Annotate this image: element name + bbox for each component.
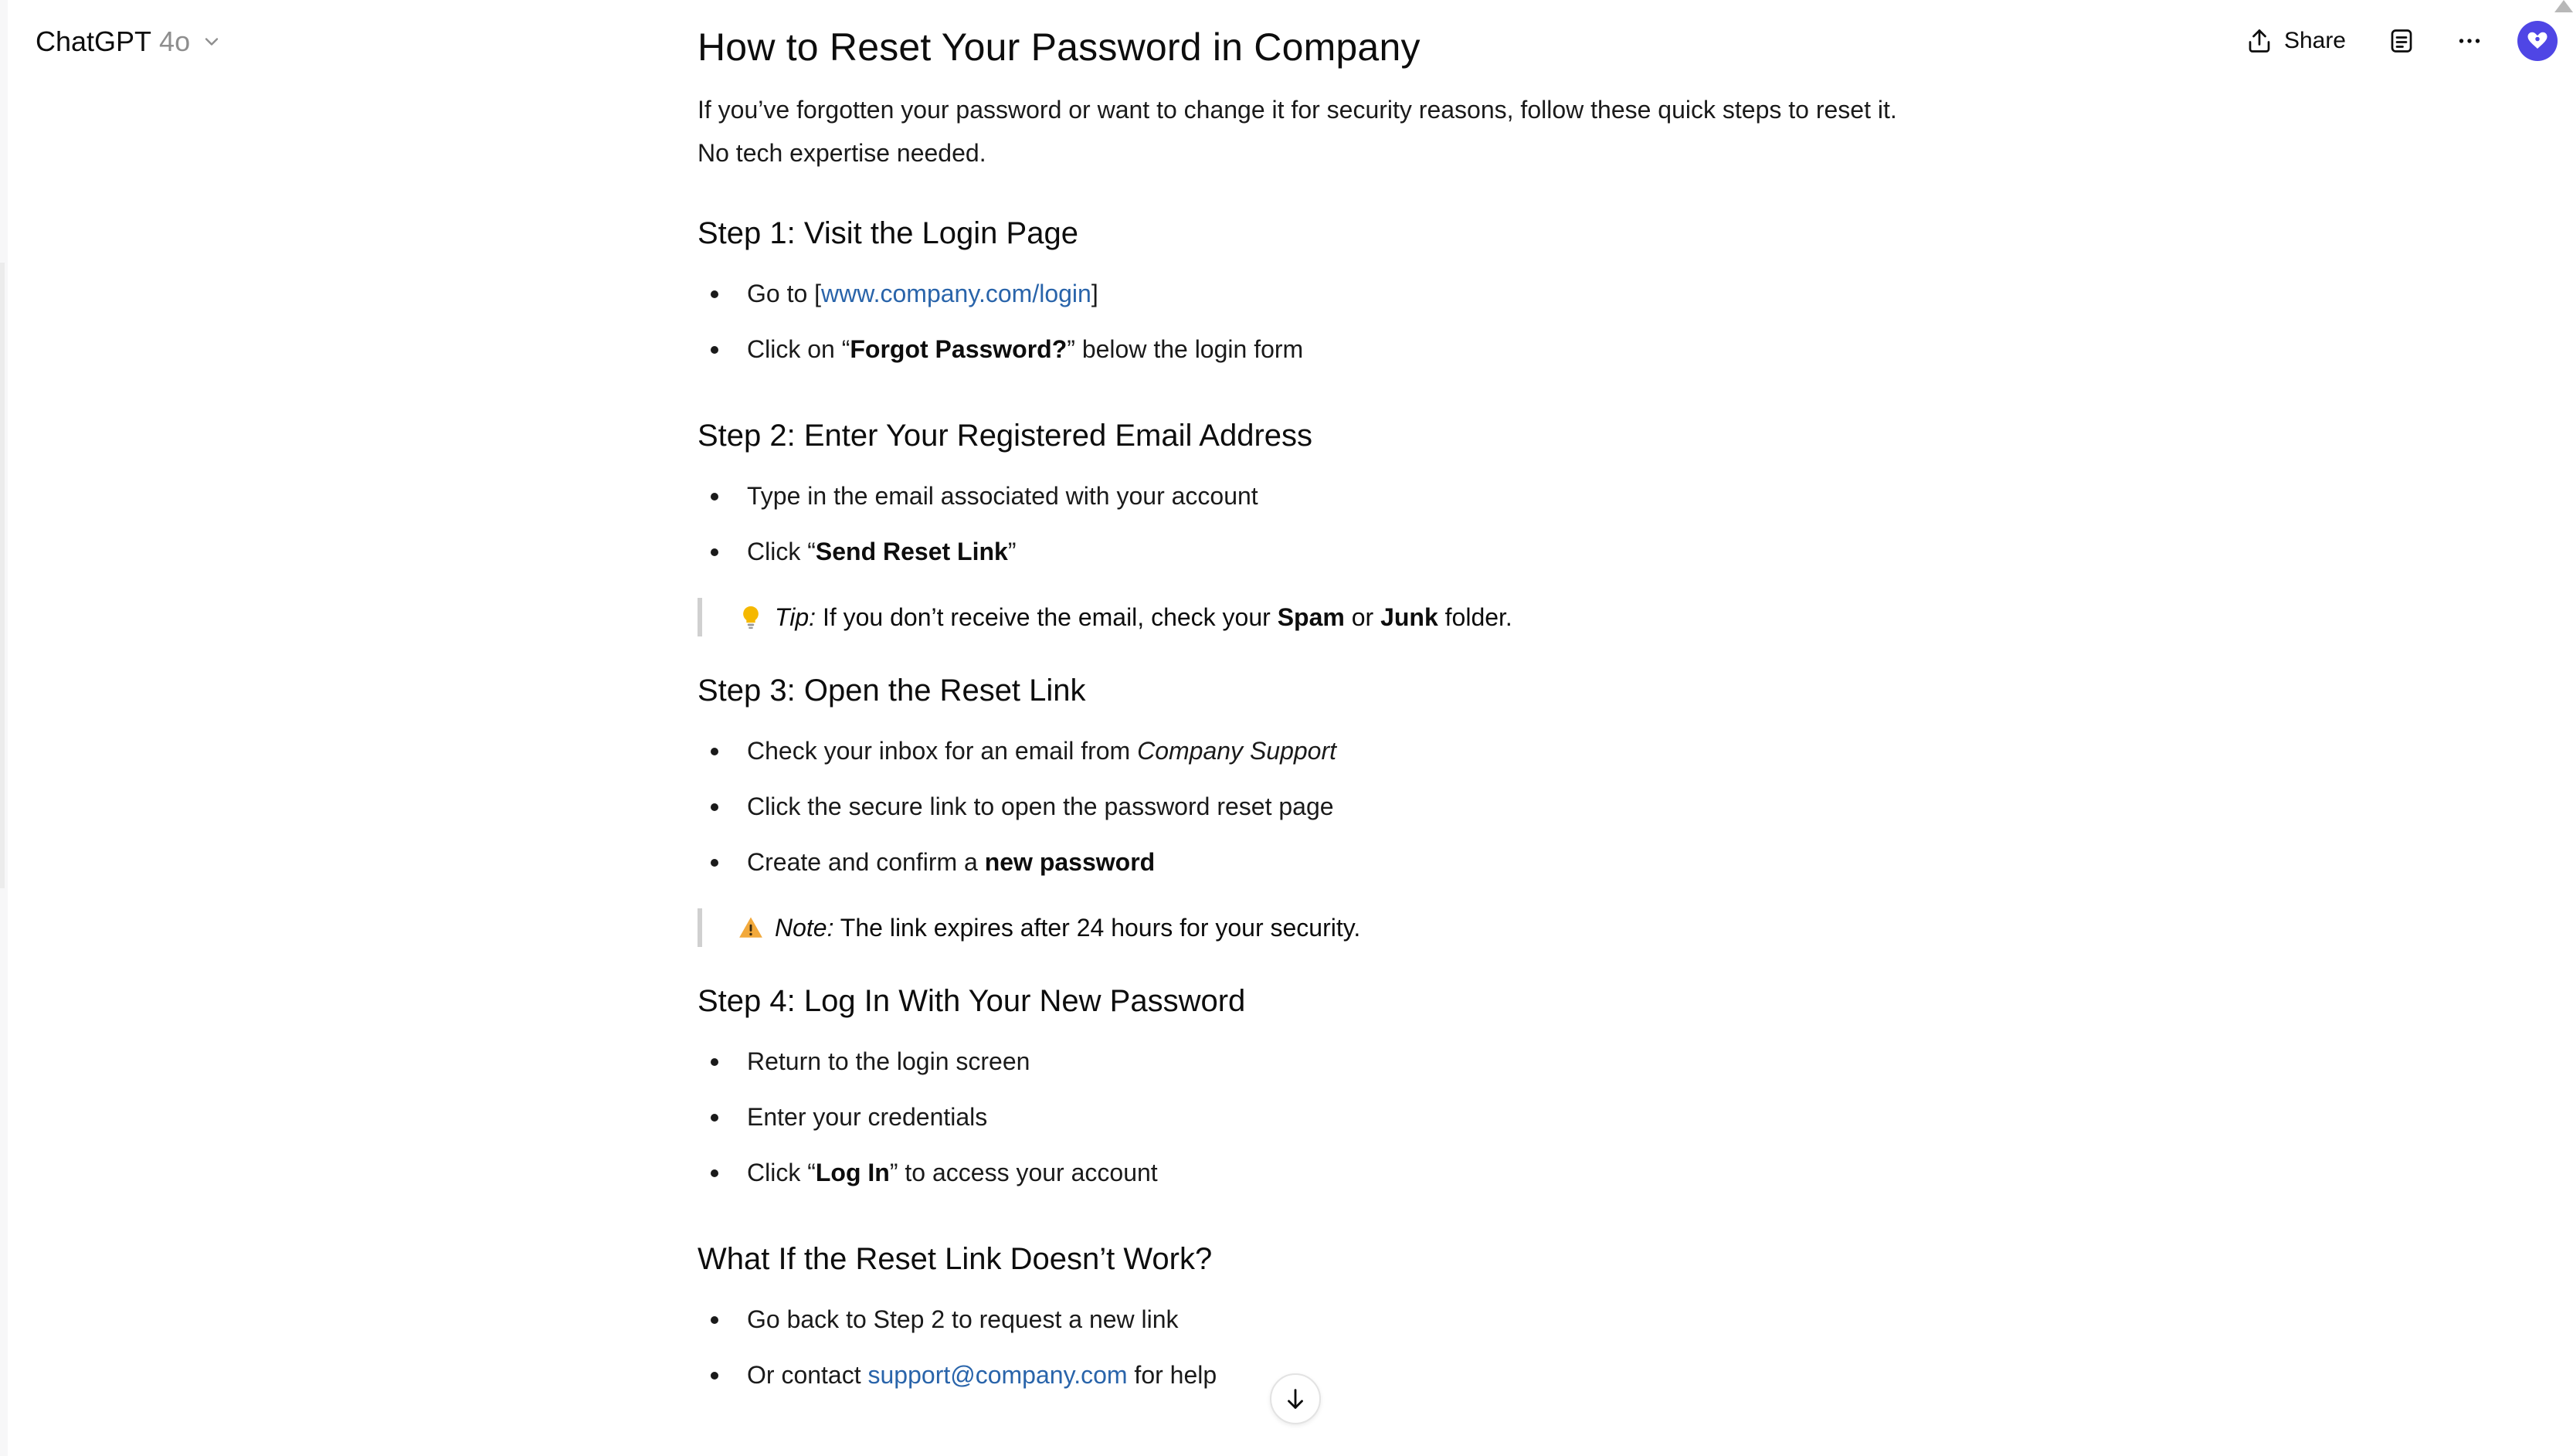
note-label: Note: xyxy=(775,914,834,942)
step1-list xyxy=(698,266,1903,377)
step4-list xyxy=(698,1033,1903,1200)
list-item xyxy=(698,723,1903,779)
step2-list xyxy=(698,468,1903,579)
list-item: Enter your credentials xyxy=(698,1089,1903,1145)
step1-heading: Step 1: Visit the Login Page xyxy=(698,216,1078,250)
share-icon xyxy=(2245,27,2273,55)
text: Click on “ xyxy=(747,335,850,363)
list-item xyxy=(698,1145,1903,1200)
text: folder. xyxy=(1438,603,1512,631)
list-item: Go back to Step 2 to request a new link xyxy=(698,1291,1903,1347)
text: or xyxy=(1344,603,1381,631)
warning-icon xyxy=(738,915,764,941)
model-version: 4o xyxy=(159,25,191,57)
arrow-down-icon xyxy=(1282,1386,1309,1412)
note-text xyxy=(775,908,1360,947)
text: Or contact xyxy=(747,1361,868,1389)
step3-heading: Step 3: Open the Reset Link xyxy=(698,674,1086,708)
share-label: Share xyxy=(2283,28,2346,53)
tip-text xyxy=(775,598,1512,636)
text: The link expires after 24 hours for your security. xyxy=(833,914,1361,942)
assistant-message xyxy=(698,8,1903,1403)
page-title: How to Reset Your Password in Company xyxy=(698,25,1421,69)
text: for help xyxy=(1127,1361,1217,1389)
list-item xyxy=(698,834,1903,890)
bold-text: new password xyxy=(984,848,1156,876)
support-email-link[interactable]: support@company.com xyxy=(867,1361,1128,1389)
login-link[interactable]: www.company.com/login xyxy=(821,280,1091,307)
model-name: ChatGPT xyxy=(36,25,152,57)
avatar[interactable] xyxy=(2517,21,2558,61)
step3-list xyxy=(698,723,1903,890)
fallback-heading: What If the Reset Link Doesn’t Work? xyxy=(698,1242,1213,1276)
list-item xyxy=(698,321,1903,377)
more-horizontal-icon xyxy=(2456,27,2483,55)
list-item xyxy=(698,524,1903,579)
text: ” to access your account xyxy=(889,1159,1158,1186)
tip-label: Tip: xyxy=(775,603,816,631)
share-button[interactable] xyxy=(2238,21,2354,61)
document-icon xyxy=(2388,27,2415,55)
note-callout xyxy=(698,908,1903,947)
text: ] xyxy=(1091,280,1098,307)
header-actions xyxy=(2238,15,2558,66)
list-item: Type in the email associated with your account xyxy=(698,468,1903,524)
more-options-button[interactable] xyxy=(2449,21,2490,61)
bold-text: Forgot Password? xyxy=(850,335,1068,363)
text: Check your inbox for an email from xyxy=(747,737,1138,765)
text: Click “ xyxy=(747,538,816,565)
step2-heading: Step 2: Enter Your Registered Email Address xyxy=(698,419,1313,453)
text: ” xyxy=(1007,538,1017,565)
list-item xyxy=(698,266,1903,321)
avatar-heart-icon xyxy=(2526,29,2549,53)
corner-indicator xyxy=(2554,0,2573,12)
text: ” below the login form xyxy=(1067,335,1304,363)
bold-text: Send Reset Link xyxy=(815,538,1008,565)
bold-text: Junk xyxy=(1380,603,1438,631)
list-item: Click the secure link to open the password reset page xyxy=(698,779,1903,834)
intro-paragraph: If you’ve forgotten your password or want to change it for security reasons, follow these quick steps to reset it. No tech expertise needed. xyxy=(698,96,1897,167)
sidebar-edge xyxy=(0,0,8,1456)
canvas-button[interactable] xyxy=(2381,21,2422,61)
bold-text: Spam xyxy=(1277,603,1345,631)
text: If you don’t receive the email, check your xyxy=(816,603,1278,631)
text: Go to [ xyxy=(747,280,822,307)
model-switcher[interactable] xyxy=(36,19,222,65)
scroll-to-bottom-button[interactable] xyxy=(1270,1373,1321,1424)
text: Click “ xyxy=(747,1159,816,1186)
italic-text: Company Support xyxy=(1137,737,1337,765)
chevron-down-icon xyxy=(201,31,222,53)
tip-callout xyxy=(698,598,1903,636)
light-bulb-icon xyxy=(738,604,764,630)
list-item: Return to the login screen xyxy=(698,1033,1903,1089)
sidebar-scrollbar[interactable] xyxy=(0,263,5,888)
bold-text: Log In xyxy=(815,1159,890,1186)
text: Create and confirm a xyxy=(747,848,985,876)
step4-heading: Step 4: Log In With Your New Password xyxy=(698,984,1246,1018)
